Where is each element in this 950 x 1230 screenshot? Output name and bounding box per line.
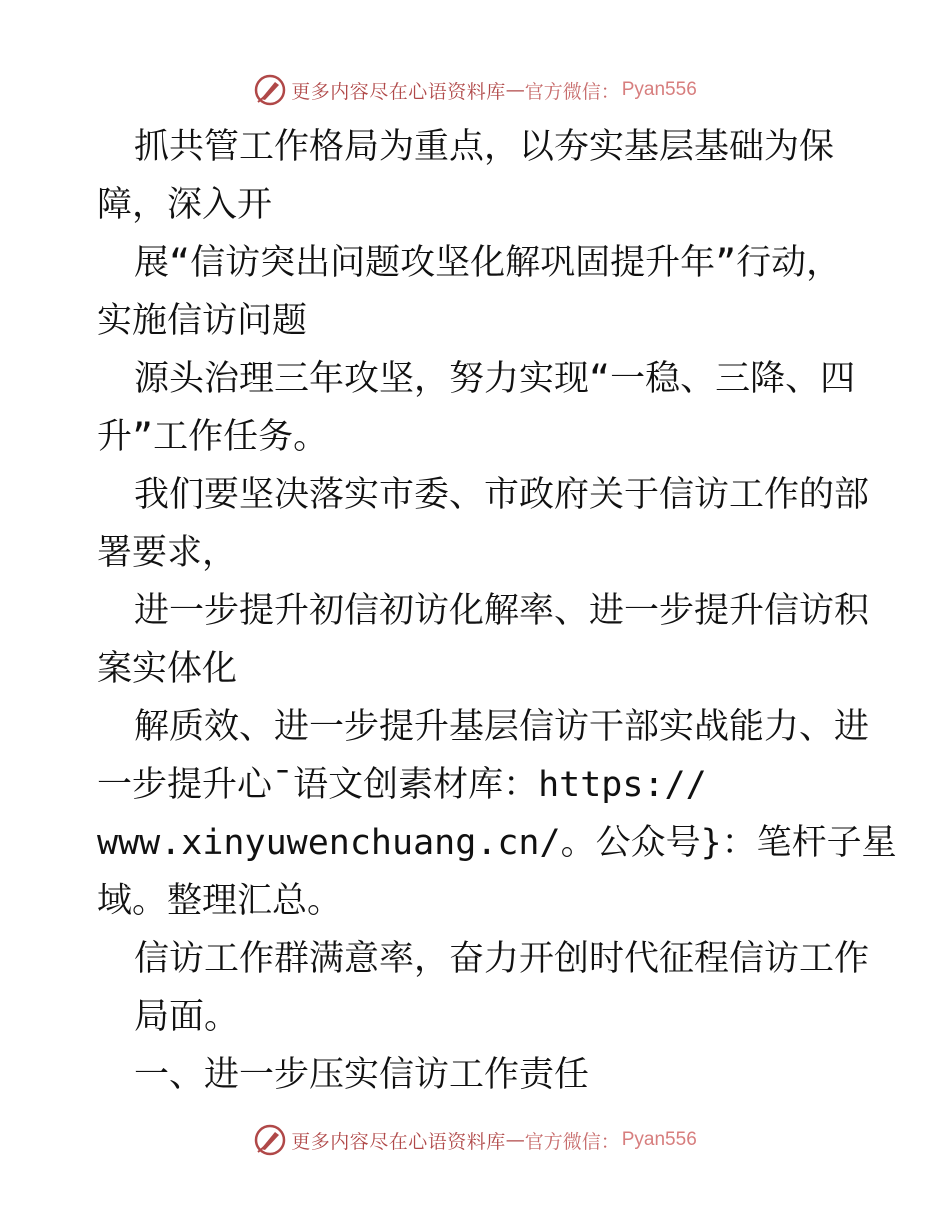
body-line: 源头治理三年攻坚，努力实现“一稳、三降、四 — [134, 359, 856, 399]
header-watermark — [0, 70, 950, 110]
body-line: 升”工作任务。 — [97, 417, 329, 457]
footer-watermark — [0, 1120, 950, 1160]
document-body — [97, 118, 897, 1104]
header-wechat-label: 官方微信： — [524, 80, 620, 103]
footer-site-name: 更多内容尽在心语资料库 — [291, 1130, 506, 1153]
section-heading: 一、进一步压实信访工作责任 — [134, 1055, 590, 1095]
body-line: 障，深入开 — [97, 185, 273, 225]
feather-logo-icon — [253, 1123, 287, 1157]
body-line: 抓共管工作格局为重点，以夯实基层基础为保 — [134, 127, 835, 167]
body-line: 我们要坚决落实市委、市政府关于信访工作的部 — [134, 475, 870, 515]
body-line: 案实体化 — [97, 649, 238, 689]
body-line: 实施信访问题 — [97, 301, 308, 341]
footer-separator: — — [505, 1129, 525, 1151]
body-line: 信访工作群满意率，奋力开创时代征程信访工作 — [134, 939, 870, 979]
body-line: 展“信访突出问题攻坚化解巩固提升年”行动， — [134, 243, 842, 283]
body-line: 解质效、进一步提升基层信访干部实战能力、进 — [134, 707, 870, 747]
body-line: 域。整理汇总。 — [97, 881, 343, 921]
body-line: 进一步提升初信初访化解率、进一步提升信访积 — [134, 591, 870, 631]
header-wechat-id: Pyan556 — [621, 79, 697, 100]
footer-wechat-id: Pyan556 — [621, 1129, 697, 1150]
body-line: 署要求， — [97, 533, 238, 573]
feather-logo-icon — [253, 73, 287, 107]
header-site-name: 更多内容尽在心语资料库 — [291, 80, 506, 103]
body-line: 局面。 — [134, 997, 240, 1037]
body-line: www.xinyuwenchuang.cn/。公众号}：笔杆子星 — [97, 823, 897, 863]
header-separator: — — [505, 79, 525, 101]
footer-wechat-label: 官方微信： — [524, 1130, 620, 1153]
body-line: 一步提升心¯语文创素材库：https:// — [97, 765, 707, 805]
